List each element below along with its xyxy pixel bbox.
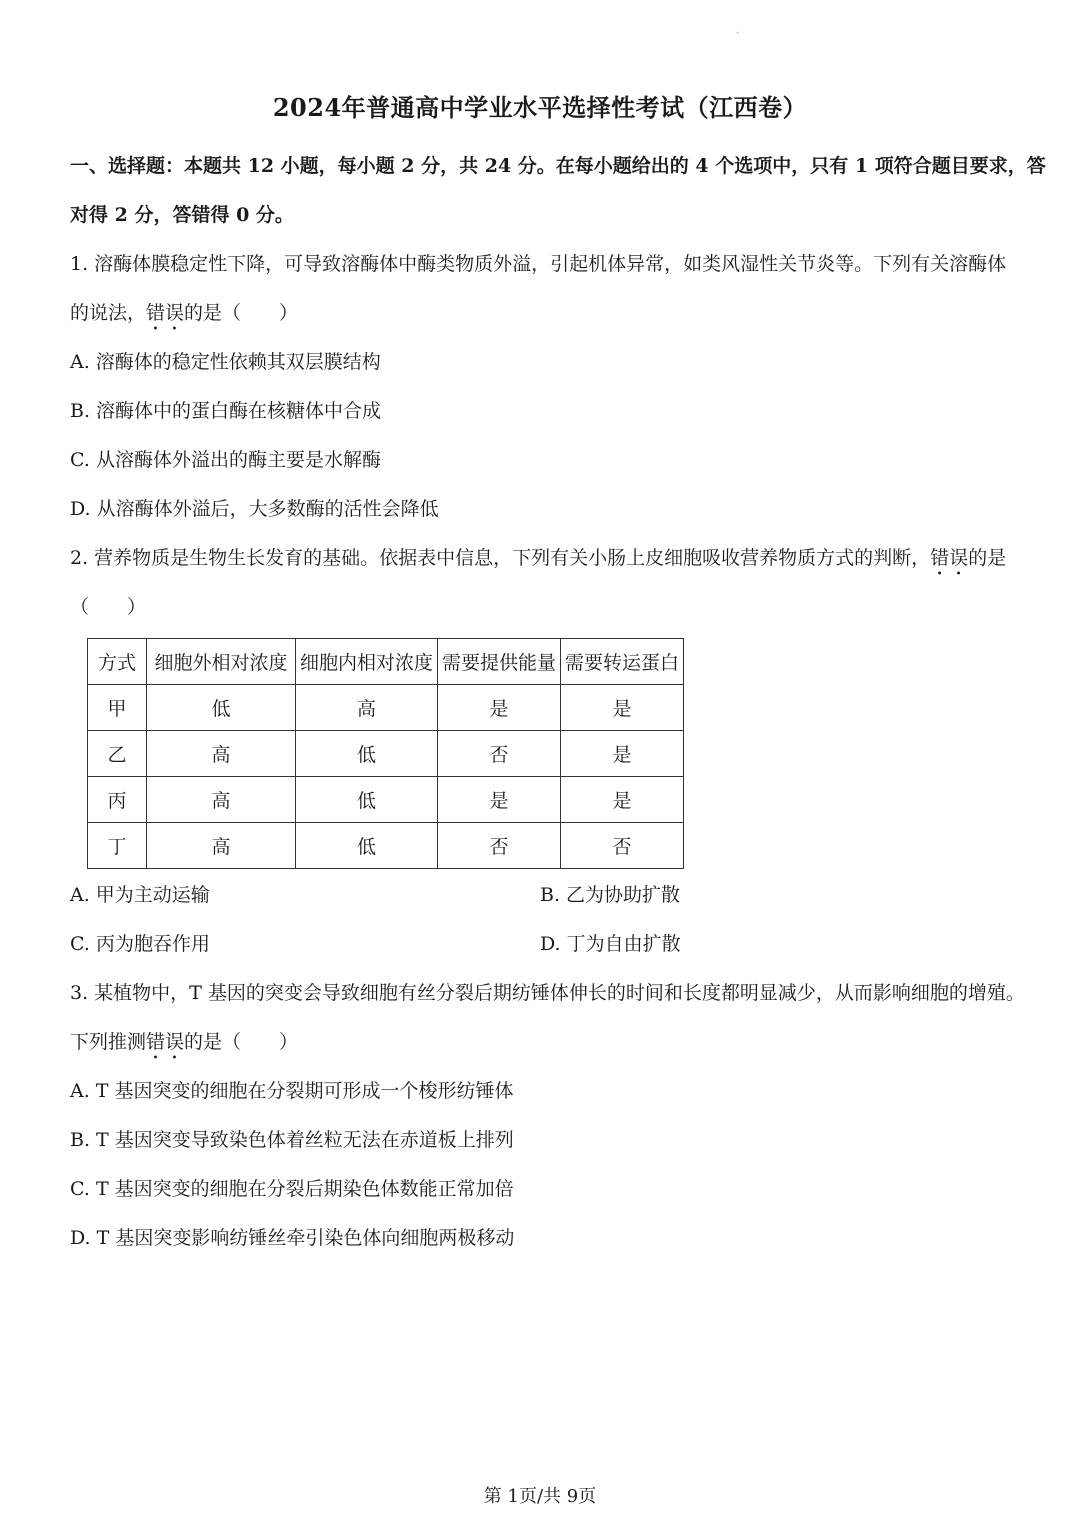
section-heading-line1: 一、选择题：本题共 12 小题，每小题 2 分，共 24 分。在每小题给出的 4 个选项中，只有 1 项符合题目要求，答 bbox=[70, 155, 1046, 177]
table-cell: 是 bbox=[561, 777, 684, 823]
q3-option-d: D. T 基因突变影响纺锤丝牵引染色体向细胞两极移动 bbox=[70, 1227, 515, 1249]
table-header-row bbox=[88, 639, 684, 685]
table-row bbox=[88, 731, 684, 777]
table-cell: 丁 bbox=[88, 823, 147, 869]
q3-stem-post: 的是（ ） bbox=[184, 1031, 299, 1053]
table-cell: 否 bbox=[561, 823, 684, 869]
section-heading-line2: 对得 2 分，答错得 0 分。 bbox=[70, 204, 294, 226]
q2-option-c: C. 丙为胞吞作用 bbox=[70, 933, 210, 955]
q2-option-b: B. 乙为协助扩散 bbox=[540, 884, 681, 906]
q1-stem-line1: 1. 溶酶体膜稳定性下降，可导致溶酶体中酶类物质外溢，引起机体异常，如类风湿性关节炎等。下列有关溶酶体 bbox=[70, 253, 1007, 275]
q1-option-b: B. 溶酶体中的蛋白酶在核糖体中合成 bbox=[70, 400, 382, 422]
table-cell: 高 bbox=[296, 685, 438, 731]
table-cell: 乙 bbox=[88, 731, 147, 777]
q1-stem-pre: 的说法， bbox=[70, 302, 147, 324]
q2-stem-line1 bbox=[70, 544, 1015, 580]
table-cell: 丙 bbox=[88, 777, 147, 823]
table-cell: 是 bbox=[561, 731, 684, 777]
q2-stem-line2: （ ） bbox=[70, 596, 147, 618]
q2-option-d: D. 丁为自由扩散 bbox=[540, 933, 681, 955]
q3-stem-line2 bbox=[70, 1028, 1015, 1064]
q1-option-c: C. 从溶酶体外溢出的酶主要是水解酶 bbox=[70, 449, 381, 471]
table-header: 方式 bbox=[88, 639, 147, 685]
table-cell: 是 bbox=[438, 685, 561, 731]
q3-stem-line1: 3. 某植物中，T 基因的突变会导致细胞有丝分裂后期纺锤体伸长的时间和长度都明显减少，从而影响细胞的增殖。 bbox=[70, 982, 1025, 1004]
q3-stem-emphasis: 错误 bbox=[146, 1031, 185, 1053]
table-header: 需要转运蛋白 bbox=[561, 639, 684, 685]
table-cell: 低 bbox=[147, 685, 296, 731]
table-cell: 高 bbox=[147, 731, 296, 777]
table-row bbox=[88, 777, 684, 823]
q1-stem-line2 bbox=[70, 299, 1015, 335]
table-cell: 低 bbox=[296, 731, 438, 777]
table-cell: 甲 bbox=[88, 685, 147, 731]
table-header: 细胞外相对浓度 bbox=[147, 639, 296, 685]
q3-option-a: A. T 基因突变的细胞在分裂期可形成一个梭形纺锤体 bbox=[70, 1080, 514, 1102]
table-cell: 是 bbox=[438, 777, 561, 823]
table-cell: 高 bbox=[147, 777, 296, 823]
table-cell: 高 bbox=[147, 823, 296, 869]
scan-mark: · bbox=[736, 28, 740, 39]
q2-option-a: A. 甲为主动运输 bbox=[70, 884, 210, 906]
q2-stem-pre: 2. 营养物质是生物生长发育的基础。依据表中信息，下列有关小肠上皮细胞吸收营养物质方式的判断， bbox=[70, 547, 931, 569]
table-cell: 否 bbox=[438, 731, 561, 777]
q3-option-b: B. T 基因突变导致染色体着丝粒无法在赤道板上排列 bbox=[70, 1129, 514, 1151]
table-cell: 是 bbox=[561, 685, 684, 731]
page-number: 第 1页/共 9页 bbox=[483, 1486, 597, 1507]
q1-stem-post: 的是（ ） bbox=[184, 302, 299, 324]
q3-stem-pre: 下列推测 bbox=[70, 1031, 147, 1053]
table-cell: 否 bbox=[438, 823, 561, 869]
table-row bbox=[88, 823, 684, 869]
q2-stem-post: 的是 bbox=[968, 547, 1007, 569]
table-header: 需要提供能量 bbox=[438, 639, 561, 685]
q3-option-c: C. T 基因突变的细胞在分裂后期染色体数能正常加倍 bbox=[70, 1178, 514, 1200]
table-cell: 低 bbox=[296, 777, 438, 823]
page-title: 2024年普通高中学业水平选择性考试（江西卷） bbox=[272, 93, 808, 122]
q1-option-a: A. 溶酶体的稳定性依赖其双层膜结构 bbox=[70, 351, 381, 373]
table-row bbox=[88, 685, 684, 731]
table-header: 细胞内相对浓度 bbox=[296, 639, 438, 685]
table-cell: 低 bbox=[296, 823, 438, 869]
q2-stem-emphasis: 错误 bbox=[930, 547, 969, 569]
q2-table bbox=[87, 638, 684, 869]
q1-stem-emphasis: 错误 bbox=[146, 302, 185, 324]
q1-option-d: D. 从溶酶体外溢后，大多数酶的活性会降低 bbox=[70, 498, 439, 520]
